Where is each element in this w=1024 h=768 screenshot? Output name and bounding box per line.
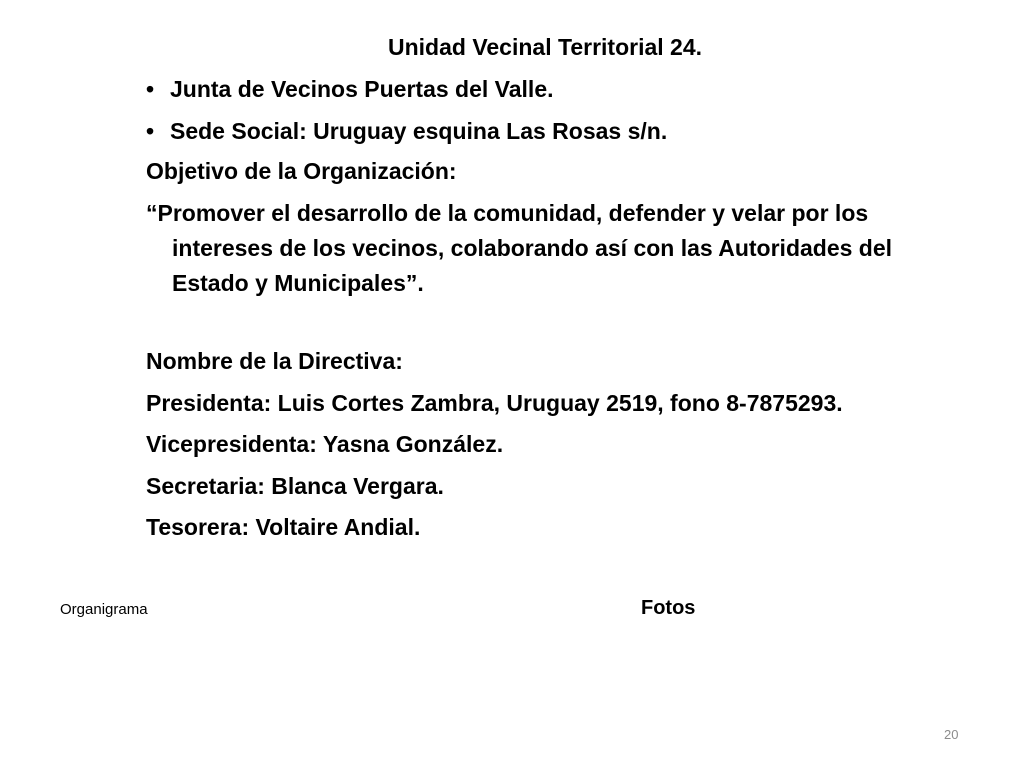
slide-title: Unidad Vecinal Territorial 24. (387, 34, 702, 60)
bullet-marker: • (146, 118, 155, 144)
bullet-text: Sede Social: Uruguay esquina Las Rosas s/n. (170, 118, 668, 144)
directive-secretary: Secretaria: Blanca Vergara. (146, 473, 444, 499)
bullet-text: Junta de Vecinos Puertas del Valle. (170, 76, 554, 102)
directive-treasurer: Tesorera: Voltaire Andial. (146, 514, 421, 540)
bullet-item-junta (146, 72, 554, 106)
directive-vice-president: Vicepresidenta: Yasna González. (146, 431, 504, 457)
organigrama-link[interactable]: Organigrama (60, 601, 148, 618)
fotos-link[interactable]: Fotos (641, 597, 696, 619)
directive-president: Presidenta: Luis Cortes Zambra, Uruguay 2519, fono 8-7875293. (146, 390, 843, 416)
bullet-marker: • (146, 76, 155, 102)
page-number: 20 (944, 727, 959, 742)
directive-heading: Nombre de la Directiva: (146, 348, 403, 374)
objective-quote: “Promover el desarrollo de la comunidad, defender y velar por los intereses de los vecinos, colaborando así con las Autoridades del Estado y Municipales”. (146, 200, 893, 296)
bullet-item-sede (146, 114, 667, 148)
objective-heading: Objetivo de la Organización: (146, 158, 457, 184)
